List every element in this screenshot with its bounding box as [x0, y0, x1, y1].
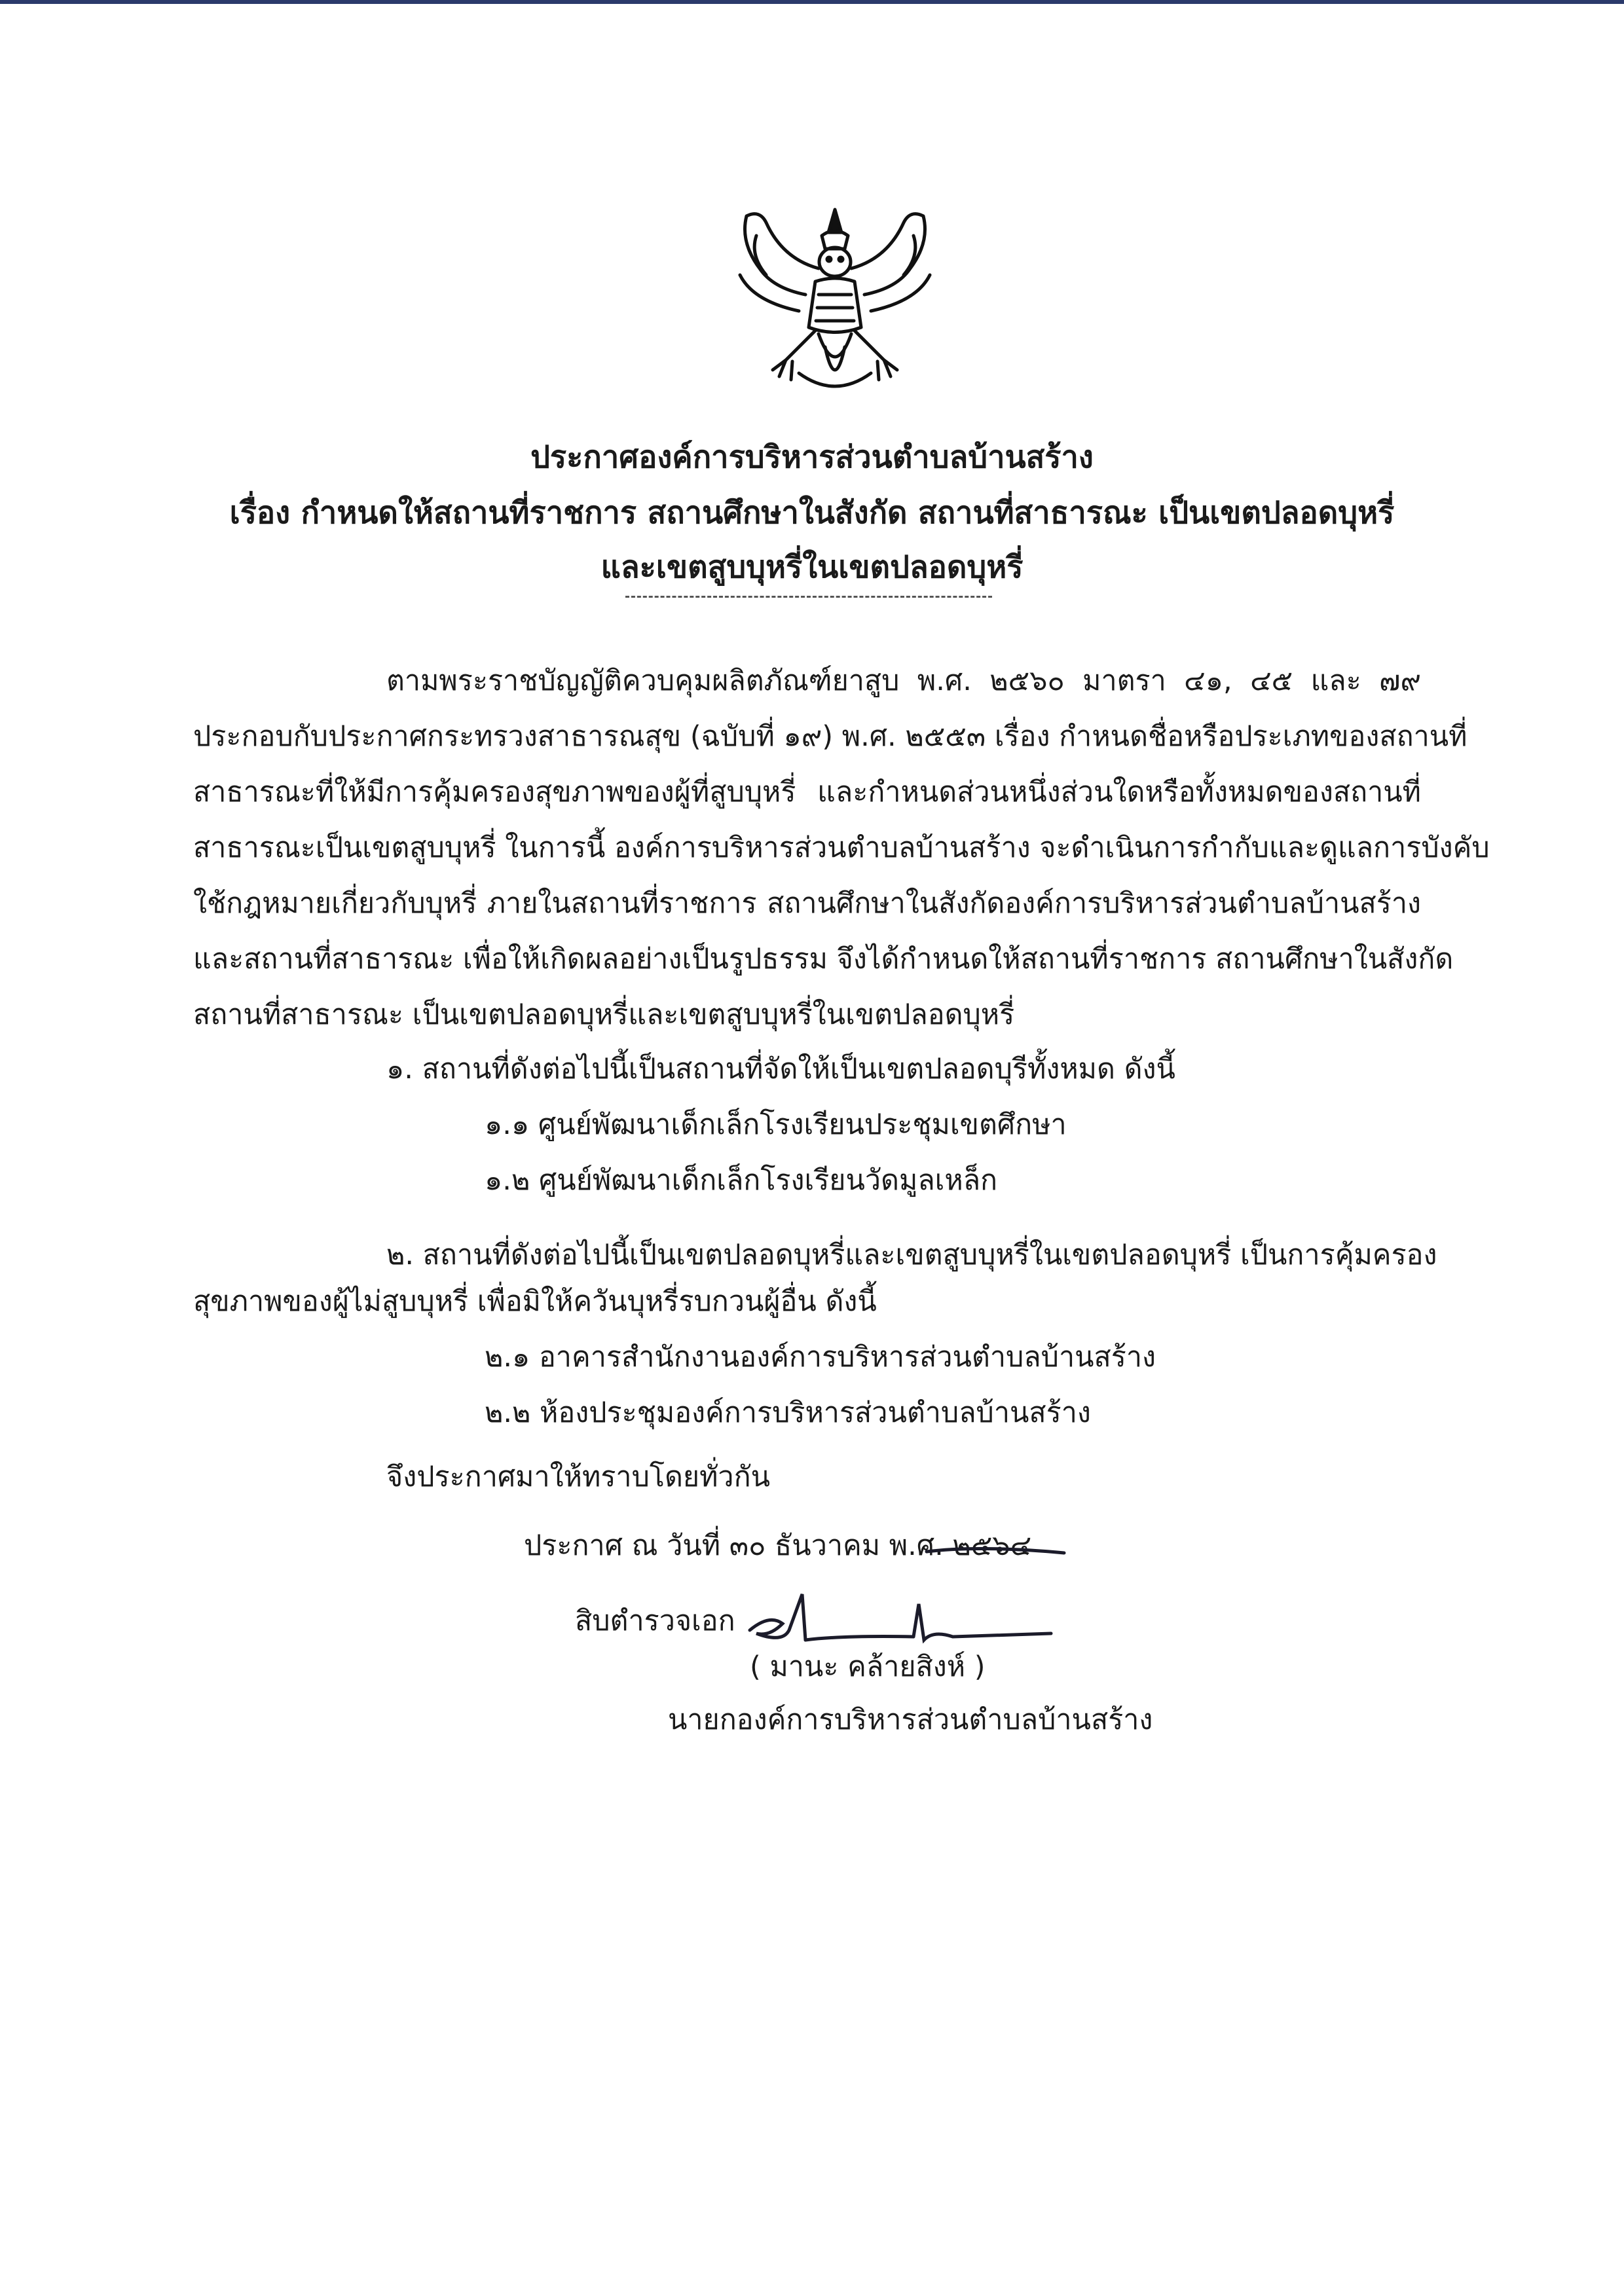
paragraph1-line: ประกอบกับประกาศกระทรวงสาธารณสุข (ฉบับที่ ๑๙) พ.ศ. ๒๕๕๓ เรื่อง กำหนดชื่อหรือประเภทของสถานที่	[193, 720, 1467, 753]
top-edge-rule	[0, 0, 1624, 4]
announcement-title: ประกาศองค์การบริหารส่วนตำบลบ้านสร้าง	[530, 439, 1094, 475]
title-divider	[625, 596, 992, 598]
paragraph1-line: สาธารณะเป็นเขตสูบบุหรี่ ในการนี้ องค์การบริหารส่วนตำบลบ้านสร้าง จะดำเนินการกำกับและดูแลการบังคับ	[193, 831, 1490, 864]
signer-position: นายกองค์การบริหารส่วนตำบลบ้านสร้าง	[668, 1704, 1153, 1736]
paragraph1-line: สาธารณะที่ให้มีการคุ้มครองสุขภาพของผู้ที่สูบบุหรี่ และกำหนดส่วนหนึ่งส่วนใดหรือทั้งหมดของสถานที่	[193, 776, 1421, 809]
item-2-line-2: สุขภาพของผู้ไม่สูบบุหรี่ เพื่อมิให้ควันบุหรี่รบกวนผู้อื่น ดังนี้	[193, 1285, 877, 1318]
subject-line-1: เรื่อง กำหนดให้สถานที่ราชการ สถานศึกษาในสังกัด สถานที่สาธารณะ เป็นเขตปลอดบุหรี่	[229, 495, 1395, 531]
item-1-2: ๑.๒ ศูนย์พัฒนาเด็กเล็กโรงเรียนวัดมูลเหล็ก	[485, 1164, 998, 1197]
garuda-emblem-icon	[720, 196, 950, 406]
item-1-1: ๑.๑ ศูนย์พัฒนาเด็กเล็กโรงเรียนประชุมเขตศึกษา	[485, 1108, 1067, 1141]
signer-rank: สิบตำรวจเอก	[575, 1605, 735, 1637]
item-1: ๑. สถานที่ดังต่อไปนี้เป็นสถานที่จัดให้เป็นเขตปลอดบุรีทั้งหมด ดังนี้	[386, 1053, 1175, 1085]
item-2-2: ๒.๒ ห้องประชุมองค์การบริหารส่วนตำบลบ้านสร้าง	[485, 1396, 1091, 1429]
subject-line-2: และเขตสูบบุหรี่ในเขตปลอดบุหรี่	[600, 549, 1024, 585]
paragraph1-line: ใช้กฎหมายเกี่ยวกับบุหรี่ ภายในสถานที่ราชการ สถานศึกษาในสังกัดองค์การบริหารส่วนตำบลบ้านสร้าง	[193, 887, 1421, 920]
handwritten-signature	[743, 1532, 1071, 1650]
announcement-date: ประกาศ ณ วันที่ ๓๐ ธันวาคม พ.ศ. ๒๕๖๔	[524, 1529, 1032, 1562]
item-2-line-1: ๒. สถานที่ดังต่อไปนี้เป็นเขตปลอดบุหรี่และเขตสูบบุหรี่ในเขตปลอดบุหรี่ เป็นการคุ้มครอง	[386, 1239, 1437, 1271]
item-2-1: ๒.๑ อาคารสำนักงานองค์การบริหารส่วนตำบลบ้านสร้าง	[485, 1341, 1156, 1374]
paragraph1-line: และสถานที่สาธารณะ เพื่อให้เกิดผลอย่างเป็นรูปธรรม จึงได้กำหนดให้สถานที่ราชการ สถานศึกษาในสังกัด	[193, 943, 1454, 975]
paragraph1-line: ตามพระราชบัญญัติควบคุมผลิตภัณฑ์ยาสูบ พ.ศ. ๒๕๖๐ มาตรา ๔๑, ๔๕ และ ๗๙	[386, 665, 1421, 697]
signer-name: ( มานะ คล้ายสิงห์ )	[750, 1650, 986, 1683]
closing-statement: จึงประกาศมาให้ทราบโดยทั่วกัน	[386, 1461, 771, 1493]
paragraph1-line: สถานที่สาธารณะ เป็นเขตปลอดบุหรี่และเขตสูบบุหรี่ในเขตปลอดบุหรี่	[193, 998, 1015, 1031]
